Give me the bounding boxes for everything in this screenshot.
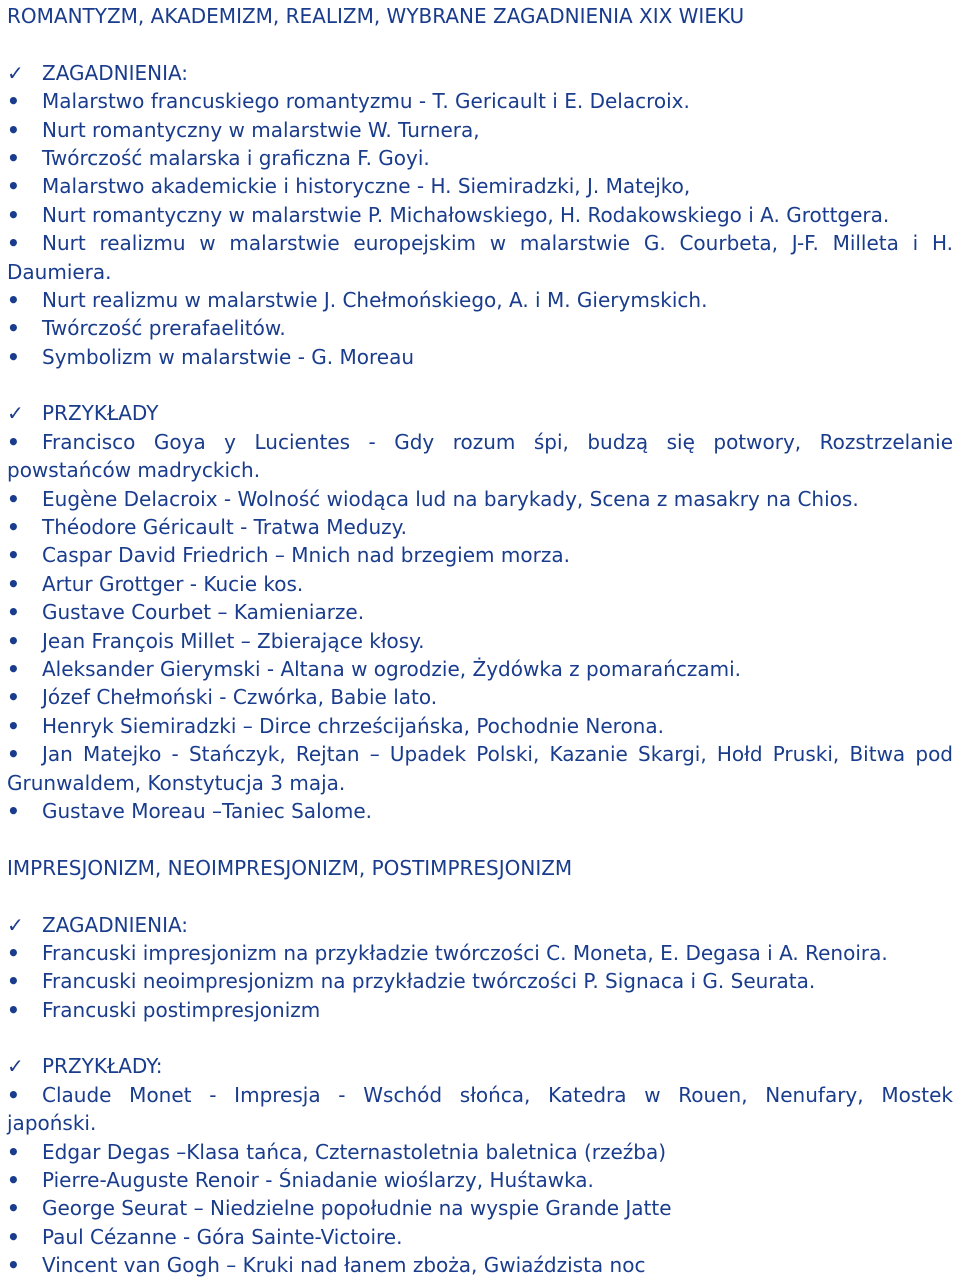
section-heading: ROMANTYZM, AKADEMIZM, REALIZM, WYBRANE ZAGADNIENIA XIX WIEKU xyxy=(7,4,745,28)
spacer xyxy=(7,371,953,399)
bullet-icon: • xyxy=(7,1139,20,1164)
topics-label-row xyxy=(7,59,953,87)
bullet-icon: • xyxy=(7,1224,20,1249)
topics-label-row xyxy=(7,911,953,939)
topics-label: ZAGADNIENIA: xyxy=(42,912,189,937)
list-item: • Caspar David Friedrich – Mnich nad brzegiem morza. xyxy=(7,541,953,569)
bullet-icon: • xyxy=(7,628,20,653)
list-item: • Francisco Goya y Lucientes - Gdy rozum śpi, budzą się potwory, Rozstrzelanie xyxy=(7,428,953,456)
list-item: • Nurt romantyczny w malarstwie W. Turnera, xyxy=(7,116,953,144)
checkmark-icon: ✓ xyxy=(7,60,24,85)
list-item: • Nurt realizmu w malarstwie J. Chełmońskiego, A. i M. Gierymskich. xyxy=(7,286,953,314)
list-item: • Gustave Courbet – Kamieniarze. xyxy=(7,598,953,626)
examples-label-row xyxy=(7,1052,953,1080)
list-item: • Paul Cézanne - Góra Sainte-Victoire. xyxy=(7,1223,953,1251)
list-item: • Edgar Degas –Klasa tańca, Czternastoletnia baletnica (rzeźba) xyxy=(7,1138,953,1166)
bullet-icon: • xyxy=(7,429,20,454)
bullet-icon: • xyxy=(7,571,20,596)
bullet-icon: • xyxy=(7,600,20,625)
spacer xyxy=(7,1024,953,1052)
list-item: • Malarstwo francuskiego romantyzmu - T. Gericault i E. Delacroix. xyxy=(7,87,953,115)
list-item: • Henryk Siemiradzki – Dirce chrześcijańska, Pochodnie Nerona. xyxy=(7,712,953,740)
bullet-icon: • xyxy=(7,798,20,823)
list-item-continuation: Daumiera. xyxy=(7,259,112,284)
bullet-icon: • xyxy=(7,117,20,142)
bullet-icon: • xyxy=(7,940,20,965)
list-item: • Aleksander Gierymski - Altana w ogrodzie, Żydówka z pomarańczami. xyxy=(7,655,953,683)
topics-label: ZAGADNIENIA: xyxy=(42,60,189,85)
bullet-icon: • xyxy=(7,1082,20,1107)
list-item: • Claude Monet - Impresja - Wschód słońca, Katedra w Rouen, Nenufary, Mostek xyxy=(7,1081,953,1109)
bullet-icon: • xyxy=(7,174,20,199)
list-item: • Eugène Delacroix - Wolność wiodąca lud na barykady, Scena z masakry na Chios. xyxy=(7,485,953,513)
list-item: • Twórczość prerafaelitów. xyxy=(7,314,953,342)
list-item-continuation: Grunwaldem, Konstytucja 3 maja. xyxy=(7,770,346,795)
list-item-continuation: powstańców madryckich. xyxy=(7,458,261,483)
bullet-icon: • xyxy=(7,287,20,312)
bullet-icon: • xyxy=(7,344,20,369)
list-item: • Vincent van Gogh – Kruki nad łanem zboża, Gwiaździsta noc xyxy=(7,1251,953,1279)
bullet-icon: • xyxy=(7,89,20,114)
bullet-icon: • xyxy=(7,316,20,341)
list-item: • Francuski postimpresjonizm xyxy=(7,996,953,1024)
bullet-icon: • xyxy=(7,997,20,1022)
bullet-icon: • xyxy=(7,742,20,767)
checkmark-icon: ✓ xyxy=(7,401,24,426)
examples-label-row xyxy=(7,399,953,427)
list-item: • Théodore Géricault - Tratwa Meduzy. xyxy=(7,513,953,541)
list-item: • Jean François Millet – Zbierające kłosy. xyxy=(7,627,953,655)
spacer xyxy=(7,30,953,58)
checkmark-icon: ✓ xyxy=(7,1054,24,1079)
bullet-icon: • xyxy=(7,231,20,256)
bullet-icon: • xyxy=(7,685,20,710)
list-item: • Nurt realizmu w malarstwie europejskim w malarstwie G. Courbeta, J-F. Milleta i H. xyxy=(7,229,953,257)
spacer xyxy=(7,825,953,853)
list-item: • Józef Chełmoński - Czwórka, Babie lato. xyxy=(7,683,953,711)
list-item: • Malarstwo akademickie i historyczne - H. Siemiradzki, J. Matejko, xyxy=(7,172,953,200)
section-heading: IMPRESJONIZM, NEOIMPRESJONIZM, POSTIMPRESJONIZM xyxy=(7,855,573,880)
list-item: • Artur Grottger - Kucie kos. xyxy=(7,570,953,598)
list-item: • Twórczość malarska i graficzna F. Goyi. xyxy=(7,144,953,172)
list-item: • Jan Matejko - Stańczyk, Rejtan – Upadek Polski, Kazanie Skargi, Hołd Pruski, Bitwa pod xyxy=(7,740,953,768)
document-page xyxy=(7,2,953,1280)
checkmark-icon: ✓ xyxy=(7,912,24,937)
list-item-continuation: japoński. xyxy=(7,1111,97,1136)
bullet-icon: • xyxy=(7,1196,20,1221)
list-item: • Pierre-Auguste Renoir - Śniadanie wioślarzy, Huśtawka. xyxy=(7,1166,953,1194)
bullet-icon: • xyxy=(7,656,20,681)
examples-label: PRZYKŁADY xyxy=(42,401,159,426)
bullet-icon: • xyxy=(7,202,20,227)
list-item: • George Seurat – Niedzielne popołudnie na wyspie Grande Jatte xyxy=(7,1194,953,1222)
bullet-icon: • xyxy=(7,1253,20,1278)
bullet-icon: • xyxy=(7,969,20,994)
list-item: • Francuski neoimpresjonizm na przykładzie twórczości P. Signaca i G. Seurata. xyxy=(7,967,953,995)
examples-label: PRZYKŁADY: xyxy=(42,1054,163,1079)
list-item: • Francuski impresjonizm na przykładzie twórczości C. Moneta, E. Degasa i A. Renoira. xyxy=(7,939,953,967)
bullet-icon: • xyxy=(7,145,20,170)
bullet-icon: • xyxy=(7,1168,20,1193)
list-item: • Symbolizm w malarstwie - G. Moreau xyxy=(7,343,953,371)
bullet-icon: • xyxy=(7,713,20,738)
spacer xyxy=(7,882,953,910)
list-item: • Gustave Moreau –Taniec Salome. xyxy=(7,797,953,825)
list-item: • Nurt romantyczny w malarstwie P. Michałowskiego, H. Rodakowskiego i A. Grottgera. xyxy=(7,201,953,229)
bullet-icon: • xyxy=(7,543,20,568)
bullet-icon: • xyxy=(7,515,20,540)
bullet-icon: • xyxy=(7,486,20,511)
